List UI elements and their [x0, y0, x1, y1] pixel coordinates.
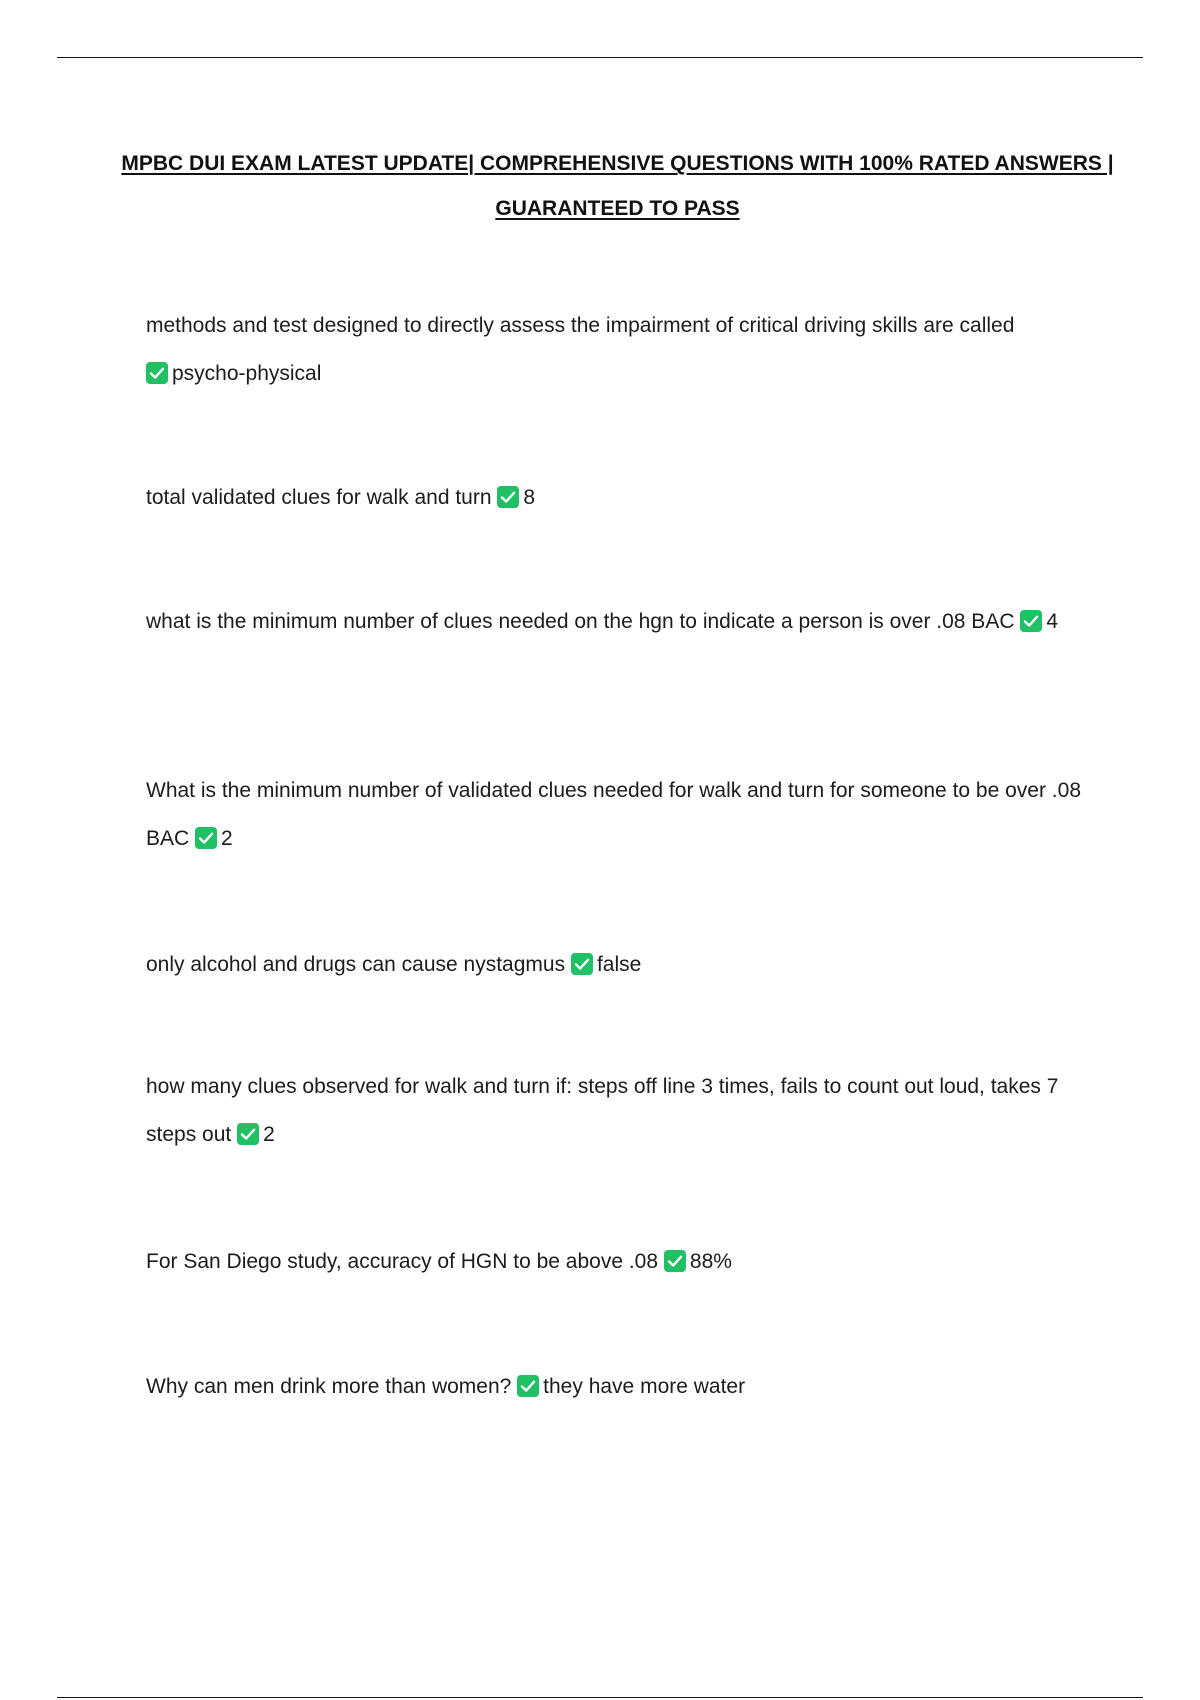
question-text: total validated clues for walk and turn — [146, 486, 492, 509]
question-text: What is the minimum number of validated clues needed for walk and turn for someone to be over .08 BAC — [146, 779, 1081, 850]
qa-item — [146, 474, 1096, 522]
answer-text: 2 — [263, 1123, 275, 1146]
qa-item — [146, 941, 1096, 989]
answer-text: 8 — [523, 486, 536, 509]
answer — [1020, 610, 1058, 633]
qa-item — [146, 598, 1096, 646]
answer-text: 4 — [1046, 610, 1059, 633]
answer-text: false — [596, 953, 642, 976]
check-mark-icon — [146, 362, 168, 384]
check-mark-icon — [497, 486, 519, 508]
question-text: methods and test designed to directly assess the impairment of critical driving skills are called — [146, 314, 1015, 337]
qa-item — [146, 1063, 1096, 1159]
answer — [146, 362, 321, 385]
answer-text: 2 — [221, 827, 233, 850]
qa-item — [146, 767, 1096, 863]
check-mark-icon — [664, 1250, 686, 1272]
qa-item — [146, 1238, 1096, 1286]
answer-text: they have more water — [543, 1375, 746, 1398]
qa-item — [146, 1363, 1096, 1411]
answer — [237, 1123, 275, 1146]
check-mark-icon — [517, 1375, 539, 1397]
footer-rule — [57, 1697, 1143, 1698]
check-mark-icon — [195, 827, 217, 849]
question-text: what is the minimum number of clues needed on the hgn to indicate a person is over .08 BAC — [146, 610, 1015, 633]
question-text: only alcohol and drugs can cause nystagmus — [146, 953, 566, 976]
check-mark-icon — [1020, 610, 1042, 632]
answer — [571, 953, 641, 976]
check-mark-icon — [237, 1123, 259, 1145]
question-text: how many clues observed for walk and turn if: steps off line 3 times, fails to count out loud, takes 7 steps out — [146, 1075, 1059, 1146]
qa-item — [146, 302, 1096, 398]
header-rule — [57, 57, 1143, 58]
answer — [517, 1375, 745, 1398]
answer-text: psycho-physical — [172, 362, 322, 385]
answer — [664, 1250, 732, 1273]
answer-text: 88% — [689, 1250, 732, 1273]
answer — [195, 827, 233, 850]
question-text: Why can men drink more than women? — [146, 1375, 512, 1398]
question-text: For San Diego study, accuracy of HGN to be above .08 — [146, 1250, 659, 1273]
check-mark-icon — [571, 953, 593, 975]
document-title: MPBC DUI EXAM LATEST UPDATE| COMPREHENSIVE QUESTIONS WITH 100% RATED ANSWERS | GUARANTEED TO PASS — [121, 152, 1114, 220]
answer — [497, 486, 535, 509]
